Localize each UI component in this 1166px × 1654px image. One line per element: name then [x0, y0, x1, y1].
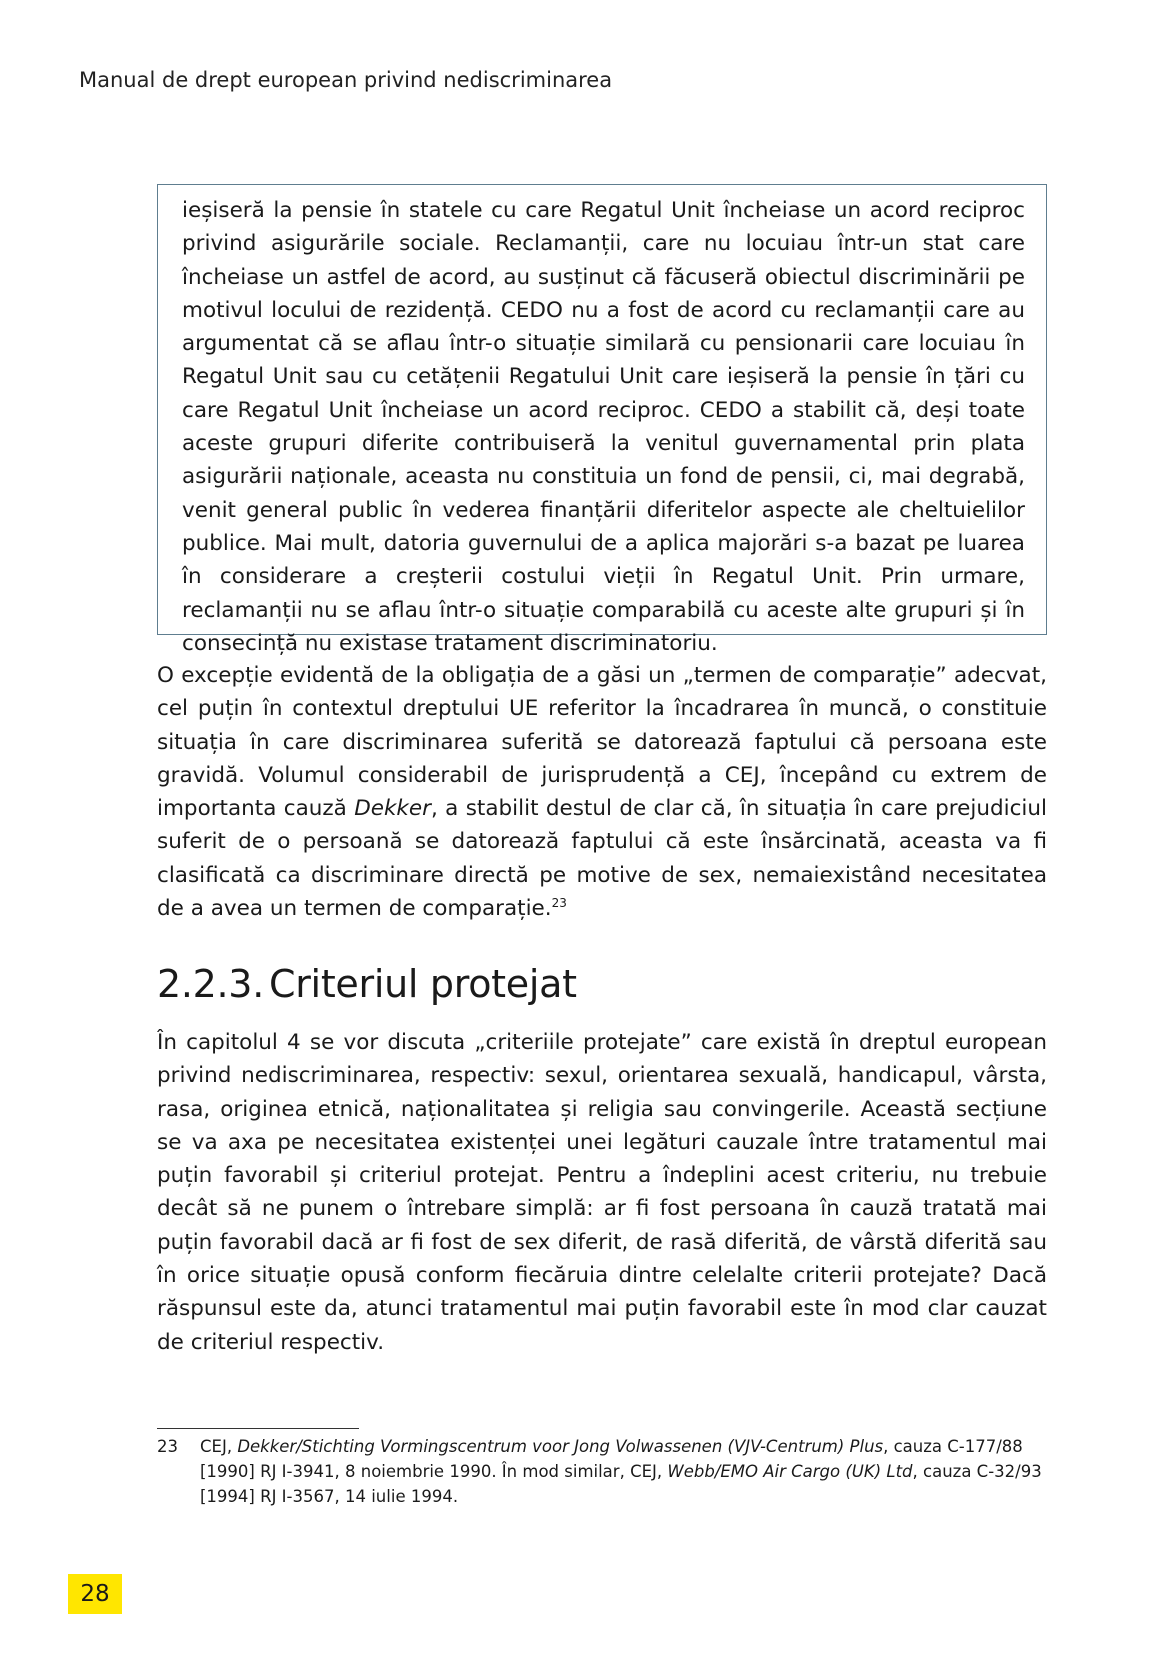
- footnote-text: , cauza C-177/88 [1990] RJ I-3941, 8 noiembrie 1990. În mod similar, CEJ,: [200, 1437, 1023, 1481]
- footnote-reference[interactable]: 23: [551, 895, 567, 910]
- footnote-text: CEJ,: [200, 1437, 238, 1456]
- section-heading: [157, 962, 577, 1006]
- case-name-dekker: Dekker: [354, 796, 431, 822]
- section-number: 2.2.3.: [157, 962, 264, 1006]
- footnote: [157, 1434, 1047, 1509]
- footnote-body: [200, 1434, 1047, 1509]
- body-paragraph-1: [157, 659, 1047, 925]
- case-box-text: ieșiseră la pensie în statele cu care Regatul Unit încheiase un acord reciproc privind asigurările sociale. Reclamanții, care nu locuiau într-un stat care încheiase un astfel de acord, au susținut că făcuseră obiectul discriminării pe motivul locului de rezidență. CEDO nu a fost de acord cu reclamanții care au argumentat că se aflau într-o situație similară cu pensionarii care locuiau în Regatul Unit sau cu cetățenii Regatului Unit care ieșiseră la pensie în țări cu care Regatul Unit încheiase un acord reciproc. CEDO a stabilit că, deși toate aceste grupuri diferite contribuiseră la venitul guvernamental prin plata asigurării naționale, aceasta nu constituia un fond de pensii, ci, mai degrabă, venit general public în vederea finanțării diferitelor aspecte ale cheltuielilor publice. Mai mult, datoria guvernului de a aplica majorări s-a bazat pe luarea în considerare a creșterii costului vieții în Regatul Unit. Prin urmare, reclamanții nu se aflau într-o situație comparabilă cu aceste alte grupuri și în consecință nu existase tratament discriminatoriu.: [182, 198, 1025, 656]
- footnote-case-1: Dekker/Stichting Vormingscentrum voor Jong Volwassenen (VJV-Centrum) Plus: [237, 1437, 884, 1456]
- paragraph-text-end: , a stabilit destul de clar că, în situația în care prejudiciul suferit de o persoană se datorează faptului că este însărcinată, aceasta va fi clasificată ca discriminare directă pe motive de sex, nemaiexistând necesitatea de a avea un termen de comparație.: [157, 796, 1047, 922]
- footnote-separator: [157, 1428, 359, 1429]
- case-example-box: [157, 184, 1047, 656]
- paragraph-text: În capitolul 4 se vor discuta „criteriile protejate” care există în dreptul european privind nediscriminarea, respectiv: sexul, orientarea sexuală, handicapul, vârsta, rasa, originea etnică, naționalitatea și religia sau convingerile. Această secțiune se va axa pe necesitatea existenței unei legături cauzale între tratamentul mai puțin favorabil și criteriul protejat. Pentru a îndeplini acest criteriu, nu trebuie decât să ne punem o întrebare simplă: ar fi fost persoana în cauză tratată mai puțin favorabil dacă ar fi fost de sex diferit, de rasă diferită, de vârstă diferită sau în orice situație opusă conform fiecăruia dintre celelalte criterii protejate? Dacă răspunsul este da, atunci tratamentul mai puțin favorabil este în mod clar cauzat de criteriul respectiv.: [157, 1030, 1047, 1355]
- paragraph-text-start: O excepție evidentă de la obligația de a găsi un „termen de comparație” adecvat, cel puțin în contextul dreptului UE referitor la încadrarea în muncă, o constituie situația în care discriminarea suferită se datorează faptului că persoana este gravidă. Volumul considerabil de jurisprudență a CEJ, începând cu extrem de importanta cauză: [157, 663, 1047, 822]
- section-title: Criteriul protejat: [269, 962, 577, 1006]
- footnote-case-2: Webb/EMO Air Cargo (UK) Ltd: [667, 1462, 913, 1481]
- running-header: Manual de drept european privind nediscriminarea: [79, 68, 613, 92]
- page-number: 28: [68, 1574, 122, 1614]
- footnote-number: 23: [157, 1437, 178, 1456]
- footnote-text: , cauza C-32/93 [1994] RJ I-3567, 14 iulie 1994.: [200, 1462, 1042, 1506]
- body-paragraph-2: [157, 1026, 1047, 1359]
